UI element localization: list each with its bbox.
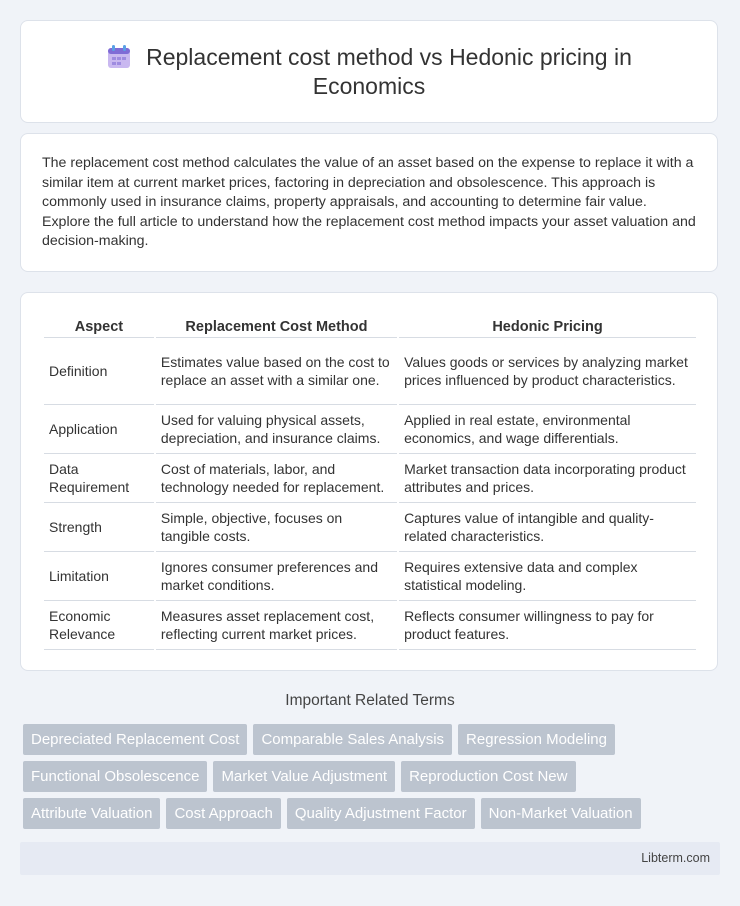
footer-site-link[interactable]: Libterm.com bbox=[641, 851, 710, 865]
related-term-tag[interactable]: Functional Obsolescence bbox=[23, 761, 207, 792]
related-term-tag[interactable]: Cost Approach bbox=[166, 798, 280, 829]
related-term-tag[interactable]: Regression Modeling bbox=[458, 724, 615, 755]
related-term-tag[interactable]: Comparable Sales Analysis bbox=[253, 724, 452, 755]
intro-card bbox=[20, 133, 718, 272]
calendar-icon bbox=[106, 44, 132, 70]
table-row bbox=[44, 503, 696, 552]
page-title bbox=[21, 43, 717, 101]
row-aspect: Strength bbox=[44, 503, 154, 552]
title-card bbox=[20, 20, 718, 123]
intro-paragraph: The replacement cost method calculates the value of an asset based on the expense to replace it with a similar item at current market prices, factoring in depreciation and obsolescence. This approach is commonly used in insurance claims, property appraisals, and accounting to determine fair value. Explore the full article to understand how the replacement cost method impacts your asset valuation and decision-making. bbox=[42, 155, 696, 249]
row-hedonic-pricing: Requires extensive data and complex statistical modeling. bbox=[399, 552, 696, 601]
row-replacement-cost: Simple, objective, focuses on tangible costs. bbox=[156, 503, 397, 552]
related-terms-list bbox=[23, 724, 723, 835]
related-term-tag[interactable]: Depreciated Replacement Cost bbox=[23, 724, 247, 755]
related-terms-row bbox=[23, 798, 723, 835]
table-row bbox=[44, 552, 696, 601]
comparison-table bbox=[42, 315, 698, 650]
related-terms-row bbox=[23, 724, 723, 761]
comparison-card bbox=[20, 292, 718, 671]
related-terms-title: Important Related Terms bbox=[285, 692, 455, 709]
header-replacement-cost: Replacement Cost Method bbox=[156, 315, 397, 338]
table-row bbox=[44, 454, 696, 503]
table-row bbox=[44, 405, 696, 454]
header-aspect: Aspect bbox=[44, 315, 154, 338]
related-term-tag[interactable]: Attribute Valuation bbox=[23, 798, 160, 829]
title-line-2: Economics bbox=[312, 73, 426, 99]
row-aspect: Application bbox=[44, 405, 154, 454]
table-row bbox=[44, 601, 696, 650]
row-replacement-cost: Used for valuing physical assets, depreciation, and insurance claims. bbox=[156, 405, 397, 454]
row-aspect: Economic Relevance bbox=[44, 601, 154, 650]
table-row bbox=[44, 338, 696, 405]
related-term-tag[interactable]: Quality Adjustment Factor bbox=[287, 798, 475, 829]
title-line-1: Replacement cost method vs Hedonic pricing in bbox=[146, 44, 632, 70]
row-aspect: Data Requirement bbox=[44, 454, 154, 503]
row-replacement-cost: Measures asset replacement cost, reflecting current market prices. bbox=[156, 601, 397, 650]
row-aspect: Definition bbox=[44, 338, 154, 405]
row-replacement-cost: Cost of materials, labor, and technology needed for replacement. bbox=[156, 454, 397, 503]
related-terms-row bbox=[23, 761, 723, 798]
row-hedonic-pricing: Captures value of intangible and quality-related characteristics. bbox=[399, 503, 696, 552]
related-term-tag[interactable]: Reproduction Cost New bbox=[401, 761, 575, 792]
row-replacement-cost: Ignores consumer preferences and market conditions. bbox=[156, 552, 397, 601]
related-term-tag[interactable]: Non-Market Valuation bbox=[481, 798, 641, 829]
related-term-tag[interactable]: Market Value Adjustment bbox=[213, 761, 395, 792]
row-hedonic-pricing: Reflects consumer willingness to pay for product features. bbox=[399, 601, 696, 650]
row-hedonic-pricing: Applied in real estate, environmental economics, and wage differentials. bbox=[399, 405, 696, 454]
table-header-row bbox=[44, 315, 696, 338]
row-hedonic-pricing: Values goods or services by analyzing market prices influenced by product characteristics. bbox=[399, 338, 696, 405]
row-aspect: Limitation bbox=[44, 552, 154, 601]
row-replacement-cost: Estimates value based on the cost to replace an asset with a similar one. bbox=[156, 338, 397, 405]
header-hedonic-pricing: Hedonic Pricing bbox=[399, 315, 696, 338]
footer bbox=[20, 842, 720, 875]
row-hedonic-pricing: Market transaction data incorporating product attributes and prices. bbox=[399, 454, 696, 503]
